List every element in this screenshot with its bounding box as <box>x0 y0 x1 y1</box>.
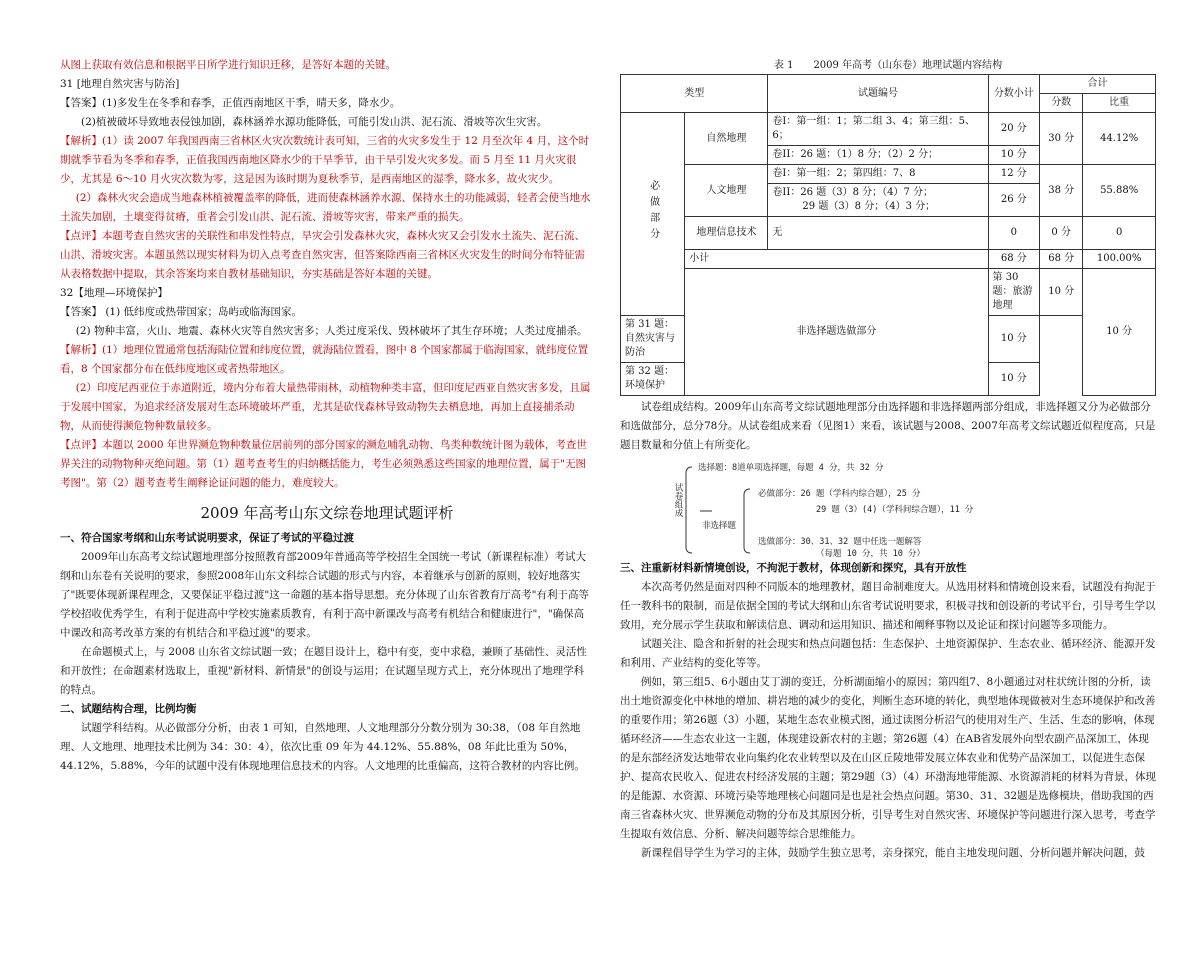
q31-comment: 【点评】本题考查自然灾害的关联性和串发性特点，旱灾会引发森林火灾，森林火灾又会引发水土流失、泥石流、山洪、滑坡灾害。本题虽然以现实材料为切入点考查自然灾害，但答案除西南三省林区火灾发生的时间分布特征需从表格数据中提取，其余答案均来自教材基础知识，夯实基础是答好本题的关键。 <box>60 230 585 280</box>
intro-paragraph: 从图上获取有效信息和根据平日所学进行知识迁移，是答好本题的关键。 <box>60 59 396 71</box>
q32-comment: 【点评】本题以 2000 年世界濒危物种数量位居前列的部分国家的濒危哺乳动物、鸟类种数统计图为载体，考查世界关注的动物物种灭绝问题。第（1）题考查考生的归纳概括能力，考生必须熟悉这些国家的地理位置，属于"无图考图"。第（2）题考查考生阐释论证问题的能力，难度较大。 <box>60 439 587 489</box>
hum-ratio: 55.88% <box>1083 165 1156 217</box>
gis-label: 地理信息技术 <box>685 217 768 250</box>
hum-row-2-score: 26 分 <box>988 184 1040 217</box>
header-score2: 分数 <box>1040 94 1083 113</box>
subtotal-score: 68 分 <box>988 250 1040 269</box>
phys-ratio: 44.12% <box>1083 113 1156 165</box>
q31-heading: 31 [地理自然灾害与防治] <box>60 78 180 90</box>
gis-total: 0 分 <box>1040 217 1083 250</box>
subtotal-total: 68 分 <box>1040 250 1083 269</box>
physical-geography: 自然地理 <box>685 113 768 165</box>
human-geography: 人文地理 <box>685 165 768 217</box>
table-caption: 表 1 2009 年高考（山东卷）地理试题内容结构 <box>773 60 1003 71</box>
elective-30: 第 30 题：旅游地理 <box>988 269 1040 316</box>
hum-row-1-score: 12 分 <box>988 165 1040 184</box>
elective-total: 10 分 <box>1083 269 1156 396</box>
section-1-paragraph-1: 2009年山东高考文综试题地理部分按照教育部2009年普通高等学校招生全国统一考试（新课程标准）考试大纲和山东卷有关说明的要求，参照2008年山东文科综合试题的形式与内容，本着继承与创新的原则，较好地落实了"既要体现新课程理念，又要保证平稳过渡"这一命题的基本指导思想。充分体现了山东省教育厅高考"有利于高等学校招收优秀学生，有利于促进高中学校实施素质教育，有利于高中新课改与高考有机结合和健康进行"，"确保高中课改和高考改革方案的有机结合和平稳过渡"的要求。 <box>60 551 589 639</box>
header-score: 分数小计 <box>988 75 1040 113</box>
section-3-paragraph-2: 试题关注、隐含和折射的社会现实和热点问题包括：生态保护、土地资源保护、生态农业、循环经济、能源开发和利用、产业结构的变化等等。 <box>620 638 1156 669</box>
header-type: 类型 <box>621 75 768 113</box>
section-3-paragraph-4: 新课程倡导学生为学习的主体，鼓励学生独立思考，亲身探究，能自主地发现问题、分析问题并解决问题，鼓 <box>641 847 1145 859</box>
subtotal-ratio: 100.00% <box>1083 250 1156 269</box>
q31-analysis-2: (2）森林火灾会造成当地森林植被覆盖率的降低，进而使森林涵养水源、保持水土的功能减弱，轻者会使当地水土流失加剧，土壤变得贫瘠，重者会引发山洪、泥石流、滑坡等灾害，带来严重的损失。 <box>60 192 591 223</box>
section-2-heading: 二、试题结构合理，比例均衡 <box>60 703 197 715</box>
elective-32: 第 32 题：环境保护 <box>621 363 685 396</box>
diagram-required: 必做部分：26 题（学科内综合题），25 分 <box>758 489 921 499</box>
section-1-paragraph-2: 在命题模式上，与 2008 山东省文综试题一致；在题目设计上，稳中有变，变中求稳，兼顾了基础性、灵活性和开放性；在命题素材选取上，重视"新材料、新情景"的创设与运用；在试题呈现方式上，充分体现出了地理学科的特点。 <box>60 646 587 696</box>
elective-31: 第 31 题：自然灾害与防治 <box>621 316 685 363</box>
hum-total: 38 分 <box>1040 165 1083 217</box>
structure-paragraph: 试卷组成结构。2009年山东高考文综试题地理部分由选择题和非选择题两部分组成，非选择题又分为必做部分和选做部分，总分78分。从试卷组成来看（见图1）来看，该试题与2008、2007年高考文综试题近似程度高，只是题目数量和分值上有所变化。 <box>620 401 1156 451</box>
right-column <box>620 56 1156 863</box>
phys-row-1-score: 20 分 <box>988 113 1040 146</box>
header-ratio: 比重 <box>1083 94 1156 113</box>
gis-items: 无 <box>768 217 988 250</box>
section-3-heading: 三、注重新材料新情境创设，不拘泥于教材，体现创新和探究，具有开放性 <box>620 562 967 574</box>
left-column <box>60 56 594 776</box>
header-total: 合计 <box>1040 75 1156 94</box>
section-3-paragraph-3: 例如，第三组5、6小题由艾丁湖的变迁，分析湖面缩小的原因；第四组7、8小题通过对柱状统计图的分析，读出土地资源变化中林地的增加、耕岩地的减少的变化，判断生态环境的转化，典型地体现做被对生态环境保护和改善的重要作用；第26题（3）小题，某地生态农业模式图，通过读图分析沼气的使用对生产、生活、生态的影响，体现循环经济——生态农业这一主题，体现建设新农村的主题；第26题（4）在AB省发展外向型农副产品深加工，体现的是东部经济发达地带农业向集约化农业转型以及在山区丘陵地带发展立体农业和优势产品深加工，以促进生态保护、提高农民收入、促进农村经济发展的主题；第29题（3）（4）环渤海地带能源、水资源消耗的材料为背景，体现的是能源、水资源、环境污染等地理核心问题同是也是社会热点问题。第30、31、32题是选修模块，借助我国的西南三省森林火灾、世界濒危动物的分布及其原因分析，引导考生对自然灾害、环境保护等问题进行深入思考，考查学生提取有效信息、分析、解决问题等综合思维能力。 <box>620 676 1156 840</box>
section-3-paragraph-1: 本次高考仍然是面对四种不同版本的地理教材，题目命制难度大。从选用材料和情境创设来看，试题没有拘泥于任一教科书的限制，而是依据全国的考试大纲和山东省考试说明要求，积极寻找和创设新的考试平台，引导考生学以致用，充分展示学生获取和解读信息、调动和运用知识、描述和阐释事物以及论证和探讨问题等多项能力。 <box>620 581 1156 631</box>
exam-structure-diagram <box>620 459 1156 559</box>
phys-row-1: 卷Ⅰ：第一组：1；第二组 3、4；第三组：5、6； <box>768 113 988 146</box>
elective-31-score: 10 分 <box>988 316 1040 363</box>
required-label: 必做部分 <box>621 113 685 316</box>
phys-total: 30 分 <box>1040 113 1083 165</box>
gis-ratio: 0 <box>1083 217 1156 250</box>
q32-answer-1: 【答案】 (1) 低纬度或热带国家；岛屿或临海国家。 <box>60 306 303 318</box>
diagram-nonselect: 非选择题 <box>702 521 737 531</box>
q32-answer-2: (2) 物种丰富，火山、地震、森林火灾等自然灾害多；人类过度采伐、毁林破坏了其生存环境；人类过度捕杀。 <box>75 325 588 337</box>
q32-analysis-1: 【解析】(1）地理位置通常包括海陆位置和纬度位置，就海陆位置看，图中 8 个国家都属于临海国家，就纬度位置看，8 个国家都分布在低纬度地区或者热带地区。 <box>60 344 589 375</box>
diagram-vertical-label: 试卷组成 <box>673 483 683 517</box>
hum-row-1: 卷Ⅰ：第一组：2；第四组：7、8 <box>768 165 988 184</box>
q31-answer-2: (2)植被破坏导致地表侵蚀加剧，森林涵养水源功能降低，可能引发山洪、泥石流、滑坡等次生灾害。 <box>81 116 548 128</box>
hum-row-2: 卷II：26 题（3）8 分；（4）7 分； 29 题（3）8 分；（4）3 分； <box>768 184 988 217</box>
phys-row-2: 卷II：26 题：（1）8 分；（2）2 分； <box>768 146 988 165</box>
elective-32-score: 10 分 <box>988 363 1040 396</box>
elective-label: 非选择题选做部分 <box>685 269 988 396</box>
q31-answer-1: 【答案】(1)多发生在冬季和春季，正值西南地区干季，晴天多，降水少。 <box>60 97 401 109</box>
content-structure-table <box>620 74 1156 396</box>
diagram-optional: 选做部分：30、31、32 题中任选一题解答 <box>758 537 922 547</box>
diagram-optional-2: （每题 10 分，共 10 分） <box>816 549 925 559</box>
q32-heading: 32【地理—环境保护】 <box>60 287 168 299</box>
section-2-paragraph-1: 试题学科结构。从必做部分分析，由表 1 可知，自然地理、人文地理部分分数分别为 30:38，（08 年自然地理、人文地理、地理技术比例为 34：30：4），依次比重 09 年为 44.12%、55.88%，08 年此比重为 50%，44.12%，5.88%，今年的试题中没有体现地理信息技术的内容。人文地理的比重偏高，这符合教材的内容比例。 <box>60 722 585 772</box>
elective-30-score: 10 分 <box>1040 269 1083 316</box>
q31-analysis-1: 【解析】(1）读 2007 年我国西南三省林区火灾次数统计表可知，三省的火灾多发生于 12 月至次年 4 月，这个时期就季节看为冬季和春季，正值我国西南地区降水少的干旱季节，由干旱引发火灾多发。而 5 月至 11 月火灾很少，尤其是 6～10 月火灾次数为零，这是因为该时期为夏秋季节，是西南地区的湿季，降水多，故火灾少。 <box>60 135 590 185</box>
header-items: 试题编号 <box>768 75 988 113</box>
diagram-required-2: 29 题（3）(4)（学科间综合题），11 分 <box>816 505 974 515</box>
document-title: 2009 年高考山东文综卷地理试题评析 <box>200 504 454 522</box>
section-1-heading: 一、符合国家考纲和山东考试说明要求，保证了考试的平稳过渡 <box>60 532 354 544</box>
diagram-choice: 选择题：8道单项选择题，每题 4 分，共 32 分 <box>698 463 884 473</box>
q32-analysis-2: (2）印度尼西亚位于赤道附近，境内分布着大量热带雨林，动植物种类丰富，但印度尼西亚自然灾害多发，且属于发展中国家，为追求经济发展对生态环境破坏严重，尤其是砍伐森林导致动物失去栖息地，再加上直接捕杀动物，从而使得濒危物种数量较多。 <box>60 382 591 432</box>
gis-score: 0 <box>988 217 1040 250</box>
phys-row-2-score: 10 分 <box>988 146 1040 165</box>
subtotal-label: 小计 <box>685 250 988 269</box>
